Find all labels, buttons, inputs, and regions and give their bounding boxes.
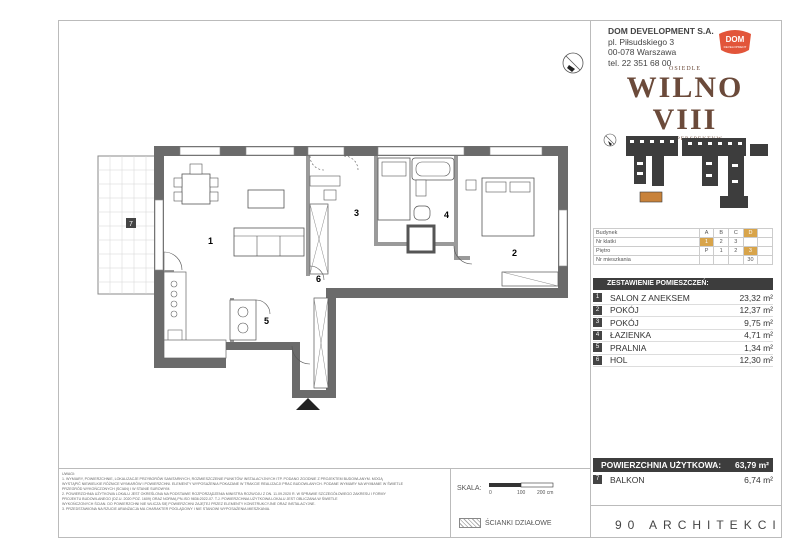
info-label: Nr mieszkania	[594, 256, 700, 265]
room-number: 3	[593, 318, 602, 327]
info-cell	[743, 238, 758, 247]
info-label: Nr klatki	[594, 238, 700, 247]
room-area: 12,30 m²	[739, 355, 773, 366]
total-area-label: POWIERZCHNIA UŻYTKOWA:	[601, 460, 722, 470]
room-area: 23,32 m²	[739, 292, 773, 303]
room-label-2: 2	[512, 248, 518, 258]
entrance-marker	[296, 398, 320, 410]
room-label-6: 6	[316, 274, 322, 284]
info-row-building	[594, 229, 773, 238]
info-cell	[758, 247, 773, 256]
info-cell: 30	[743, 256, 758, 265]
info-row-floor	[594, 247, 773, 256]
rooms-header: ZESTAWIENIE POMIESZCZEŃ:	[593, 278, 773, 290]
rooms-list	[593, 292, 773, 367]
developer-name: DOM DEVELOPMENT S.A.	[608, 26, 714, 36]
info-cell	[758, 238, 773, 247]
info-row-staircase	[594, 238, 773, 247]
info-cell	[758, 229, 773, 238]
note-line: 2. POWIERZCHNIA UŻYTKOWA LOKALU JEST OKREŚLONA NA PODSTAWIE ROZPORZĄDZENIA MINISTRA ROZWOJU Z DN. 11.09.2020 R. W SPRAWIE SZCZEGÓŁOWEGO ZAKRESU I FORMY	[62, 492, 386, 496]
room-name: POKÓJ	[610, 317, 639, 328]
room-number: 2	[593, 306, 602, 315]
developer-city: 00-078 Warszawa	[608, 47, 677, 57]
info-cell-selected: D	[743, 229, 758, 238]
logo-text-top: DOM	[725, 35, 745, 44]
room-number: 6	[593, 356, 602, 365]
room-number: 7	[593, 475, 602, 484]
room-name: PRALNIA	[610, 342, 647, 353]
note-line: WYKOŃCZONYCH ŚCIAN. DO POWIERZCHNI NIE WLICZA SIĘ POWIERZCHNI ZAJĘTEJ PRZEZ ELEMENTY KONSTRUKCYJNE ORAZ INSTALACYJNE.	[62, 502, 316, 506]
room-label-1: 1	[208, 236, 214, 246]
room-row	[593, 317, 773, 330]
info-row-apartment	[594, 256, 773, 265]
note-line: WYSTĄPIĆ NIEWIELKIE RÓŻNICE WYMIARÓW I POWIERZCHNI. ELEMENTY WYPOSAŻENIA POKAZANE W TRAKCIE REALIZACJI PRAC BUDOWLANYCH. PODANE WYMIARY NA WYMIANIE W ŚWIETLE	[62, 482, 403, 486]
info-cell: B	[714, 229, 729, 238]
room-area: 6,74 m²	[744, 474, 773, 485]
architect-divider	[590, 505, 782, 506]
room-area: 9,75 m²	[744, 317, 773, 328]
estate-prefix: OSIEDLE	[669, 66, 701, 72]
info-cell	[758, 256, 773, 265]
room-name: SALON Z ANEKSEM	[610, 292, 690, 303]
total-area-bar	[593, 458, 773, 472]
room-number: 1	[593, 293, 602, 302]
note-line: PROJEKTU BUDOWLANEGO (DZ.U. 2020 POZ. 1609) ORAZ NORMĄ PN-ISO 9836:2022-07. T.J. POWIERZCHNIA UŻYTKOWA LOKALU JEST OBLICZANA W ŚWIETLE	[62, 497, 338, 501]
info-cell-selected: 3	[743, 247, 758, 256]
room-row	[593, 330, 773, 343]
room-label-4: 4	[444, 210, 450, 220]
info-label: Budynek	[594, 229, 700, 238]
room-number: 5	[593, 343, 602, 352]
info-cell	[729, 256, 744, 265]
room-area: 12,37 m²	[739, 305, 773, 316]
room-name: HOL	[610, 355, 628, 366]
developer-logo	[715, 28, 755, 56]
info-cell: C	[729, 229, 744, 238]
info-cell	[714, 256, 729, 265]
partition-walls-label: ŚCIANKI DZIAŁOWE	[485, 520, 552, 527]
apartment-info-table	[593, 228, 773, 265]
notes-vdivider	[450, 468, 451, 538]
scale-tick: 0	[489, 490, 492, 495]
room-row	[593, 305, 773, 318]
scale-tick: 200 cm	[537, 490, 554, 495]
floor-plan	[96, 140, 580, 410]
notes-divider	[58, 468, 590, 469]
info-cell: 2	[714, 238, 729, 247]
compass-icon	[560, 50, 586, 76]
room-name: ŁAZIENKA	[610, 330, 652, 341]
logo-text-bottom: DEVELOPMENT	[723, 45, 747, 49]
note-line: 1. WYMIARY, POWIERZCHNIE, LOKALIZACJE PRZYBORÓW SANITARNYCH, ROZMIESZCZENIE PUNKTÓW INSTALACYJNYCH ITP. PODANO ZGODNIE Z PROJEKTEM BUDOWLANYM. MOGĄ	[62, 477, 383, 481]
room-name: BALKON	[610, 474, 645, 485]
info-cell: A	[699, 229, 714, 238]
estate-name: WILNO VIII	[626, 71, 744, 136]
panel-divider	[590, 20, 591, 538]
notes-title: UWAGI:	[62, 472, 76, 476]
developer-info	[608, 26, 714, 68]
note-line: PRZEGRÓD WYKOŃCZONYCH (SCIAN) I W STANIE SUROWYM.	[62, 487, 171, 491]
partition-walls-swatch	[459, 518, 481, 528]
room-number: 4	[593, 331, 602, 340]
info-cell: P	[699, 247, 714, 256]
room-label-7: 7	[129, 221, 133, 228]
architect-name: 90 ARCHITEKCI	[615, 518, 782, 532]
info-cell: 2	[729, 247, 744, 256]
developer-phone: tel. 22 351 68 00	[608, 57, 672, 68]
info-cell-selected: 1	[699, 238, 714, 247]
notes	[62, 472, 450, 512]
developer-street: pl. Piłsudskiego 3	[608, 36, 675, 47]
room-label-3: 3	[354, 208, 360, 218]
room-label-5: 5	[264, 316, 270, 326]
scale-bar	[487, 481, 555, 495]
room-row	[593, 292, 773, 305]
room-name: POKÓJ	[610, 305, 639, 316]
info-cell: 1	[714, 247, 729, 256]
total-area-value: 63,79 m²	[734, 460, 769, 470]
site-key-plan	[600, 130, 776, 220]
room-area: 1,34 m²	[744, 342, 773, 353]
info-cell	[699, 256, 714, 265]
room-row	[593, 355, 773, 368]
scale-tick: 100	[517, 490, 526, 495]
info-label: Piętro	[594, 247, 700, 256]
room-row	[593, 342, 773, 355]
balcony-row	[593, 474, 773, 485]
info-cell: 3	[729, 238, 744, 247]
note-line: 3. PRZEDSTAWIONA NA RZUCIE ARANŻACJA MA CHARAKTER POGLĄDOWY I NIE STANOWI WYPOSAŻENIA MIESZKANIA.	[62, 507, 271, 511]
room-area: 4,71 m²	[744, 330, 773, 341]
scale-label: SKALA:	[457, 485, 482, 492]
